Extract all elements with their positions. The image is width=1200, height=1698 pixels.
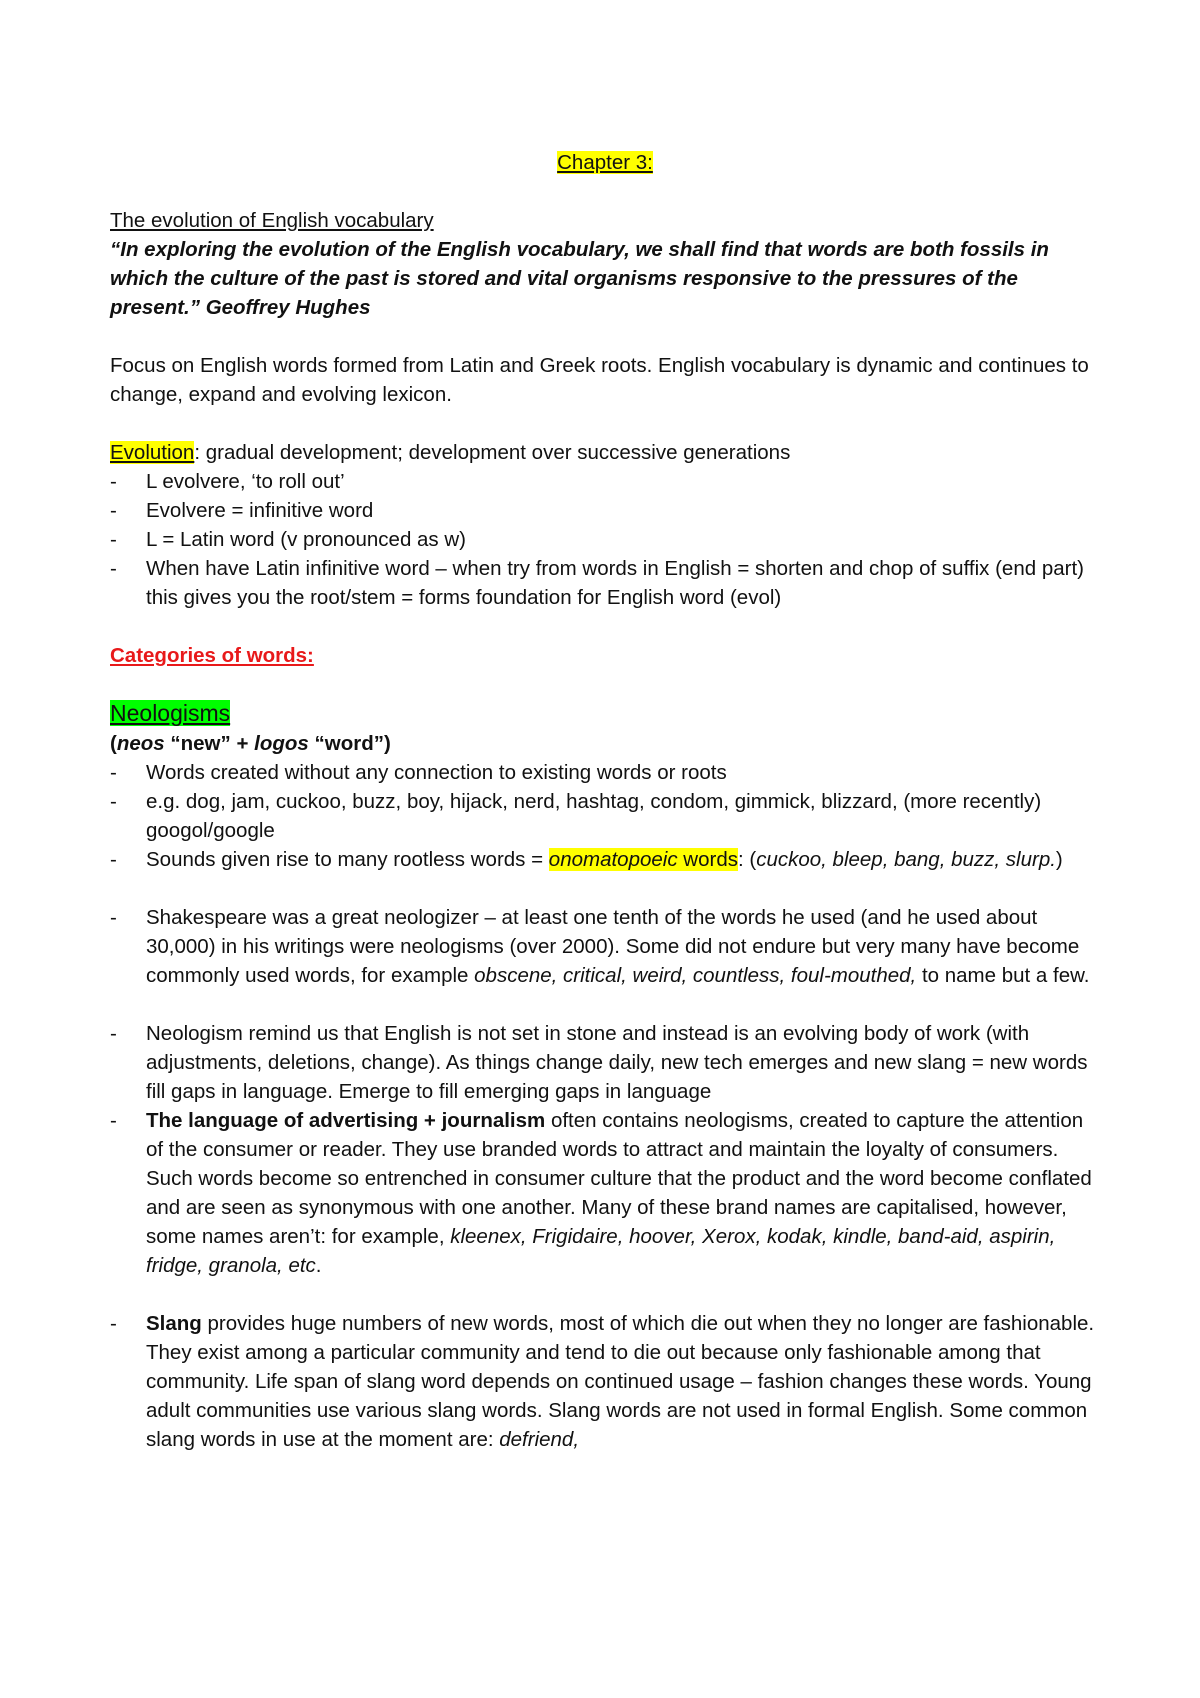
neologisms-etymology — [110, 729, 1100, 758]
onomatopoeic-term: onomatopoeic — [548, 848, 678, 871]
neologisms-list-d — [110, 1309, 1100, 1454]
list-item — [110, 1309, 1100, 1454]
list-item — [110, 845, 1100, 874]
neologisms-heading — [110, 699, 1100, 729]
section-title: The evolution of English vocabulary — [110, 209, 434, 232]
list-item — [110, 1106, 1100, 1280]
b6-examples: kleenex, Frigidaire, hoover, Xerox, kodak, kindle, band-aid, aspirin, fridge, granola, etc — [146, 1225, 1056, 1277]
b3-mid: : ( — [737, 848, 757, 871]
b6-end: . — [315, 1254, 322, 1277]
neologisms-heading-text: Neologisms — [110, 700, 231, 726]
opening-quote: “In exploring the evolution of the English vocabulary, we shall find that words are both fossils in which the culture of the past is stored and vital organisms responsive to the pressures of the present.” Geoffrey Hughes — [110, 238, 1049, 319]
evolution-list — [110, 467, 1100, 612]
b3-pre: Sounds given rise to many rootless words = — [146, 848, 549, 871]
document-body — [110, 148, 1100, 1454]
b7-text: provides huge numbers of new words, most of which die out when they no longer are fashionable. They exist among a particular community and tend to die out because only fashionable among that community. Life span of slang word depends on continued usage – fashion changes these words. Young adult communities use various slang words. Slang words are not used in formal English. Some common slang words in use at the moment are: — [146, 1312, 1095, 1451]
chapter-title-text: Chapter 3: — [557, 151, 653, 174]
b7-bold: Slang — [146, 1312, 202, 1335]
categories-heading: Categories of words: — [110, 644, 314, 667]
b4-examples: obscene, critical, weird, countless, foul-mouthed, — [474, 964, 917, 987]
b3-end: ) — [1055, 848, 1063, 871]
etym-logos: logos — [254, 732, 309, 755]
list-item: - Words created without any connection to existing words or roots — [110, 758, 1100, 787]
evolution-definition — [110, 438, 1100, 467]
evolution-definition-text: : gradual development; development over successive generations — [194, 441, 791, 464]
neologisms-list-a — [110, 758, 1100, 874]
b3-examples: cuckoo, bleep, bang, buzz, slurp. — [756, 848, 1056, 871]
list-item: - L evolvere, ‘to roll out’ — [110, 467, 1100, 496]
b6-bold: The language of advertising + journalism — [146, 1109, 546, 1132]
etym-mid: “new” + — [164, 732, 255, 755]
b4-end: to name but a few. — [916, 964, 1090, 987]
neologisms-list-b — [110, 903, 1100, 990]
list-item: - Evolvere = infinitive word — [110, 496, 1100, 525]
b6-text: often contains neologisms, created to capture the attention of the consumer or reader. They use branded words to attract and maintain the loyalty of consumers. Such words become so entrenched in consumer culture that the product and the word become conflated and are seen as synonymous with one another. Many of these brand names are capitalised, however, some names aren’t: for example, — [146, 1109, 1092, 1248]
b3-word: words — [677, 848, 738, 871]
intro-paragraph: Focus on English words formed from Latin and Greek roots. English vocabulary is dynamic and continues to change, expand and evolving lexicon. — [110, 354, 1089, 406]
list-item: - L = Latin word (v pronounced as w) — [110, 525, 1100, 554]
etym-end: “word”) — [308, 732, 391, 755]
list-item: - When have Latin infinitive word – when try from words in English = shorten and chop of suffix (end part) this gives you the root/stem = forms foundation for English word (evol) — [110, 554, 1100, 612]
list-item: - e.g. dog, jam, cuckoo, buzz, boy, hijack, nerd, hashtag, condom, gimmick, blizzard, (more recently) googol/google — [110, 787, 1100, 845]
evolution-term: Evolution — [110, 441, 195, 464]
b7-examples: defriend, — [499, 1428, 580, 1451]
chapter-title — [110, 148, 1100, 177]
list-item: - Neologism remind us that English is not set in stone and instead is an evolving body of work (with adjustments, deletions, change). As things change daily, new tech emerges and new slang = new words fill gaps in language. Emerge to fill emerging gaps in language — [110, 1019, 1100, 1106]
neologisms-list-c — [110, 1019, 1100, 1280]
list-item — [110, 903, 1100, 990]
etym-neos: neos — [116, 732, 165, 755]
b4-pre: Shakespeare was a great neologizer – at least one tenth of the words he used (and he used about 30,000) in his writings were neologisms (over 2000). Some did not endure but very many have become commonly used words, for example — [146, 906, 1080, 987]
etym-open: ( — [110, 732, 117, 755]
